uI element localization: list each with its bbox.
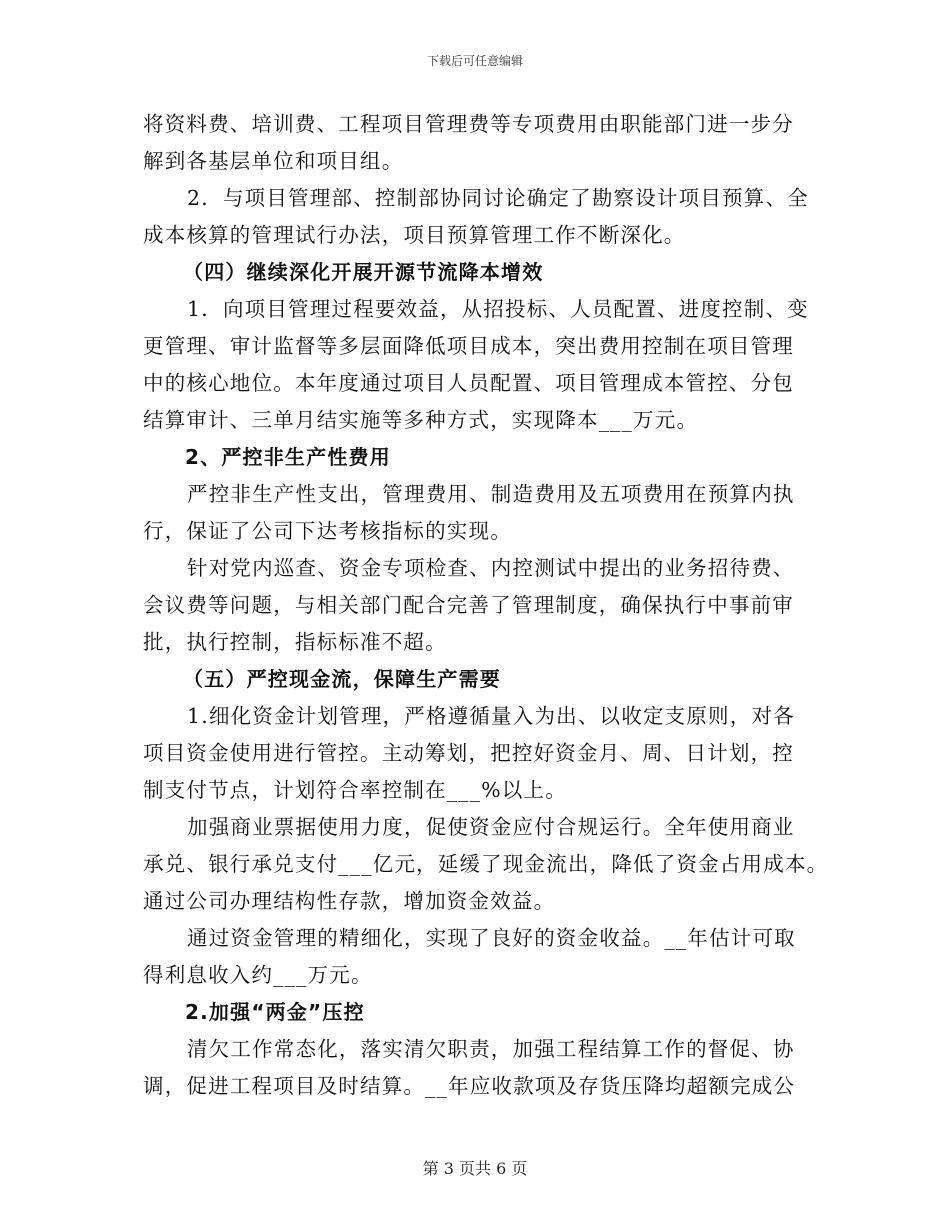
subsection-heading: 2.加强“两金”压控 [185,1000,365,1024]
paragraph-line: 1.细化资金计划管理，严格遵循量入为出、以收定支原则，对各 [187,704,795,728]
body-line: 更管理、审计监督等多层面降低项目成本，突出费用控制在项目管理 [143,334,794,358]
body-line: 制支付节点，计划符合率控制在___%以上。 [143,778,567,802]
section-heading: （四）继续深化开展开源节流降本增效 [183,260,544,284]
document-body [143,106,829,1105]
paragraph-line: 加强商业票据使用力度，促使资金应付合规运行。全年使用商业 [187,815,795,839]
body-line: 结算审计、三单月结实施等多种方式，实现降本___万元。 [143,408,699,432]
paragraph-line: 针对党内巡查、资金专项检查、内控测试中提出的业务招待费、 [187,556,795,580]
body-line: 项目资金使用进行管控。主动筹划，把控好资金月、周、日计划，控 [143,741,794,765]
paragraph-line: 通过资金管理的精细化，实现了良好的资金收益。__年估计可取 [187,926,796,950]
paragraph-line: 1．向项目管理过程要效益，从招投标、人员配置、进度控制、变 [187,297,809,321]
page-footer: 第 3 页共 6 页 [422,1159,528,1178]
body-line: 通过公司办理结构性存款，增加资金效益。 [143,889,556,913]
body-line: 批，执行控制，指标标准不超。 [143,630,447,654]
page-header: 下载后可任意编辑 [426,54,523,68]
subsection-heading: 2、严控非生产性费用 [185,445,391,469]
body-line: 承兑、银行承兑支付___亿元，延缓了现金流出，降低了资金占用成本。 [143,852,829,876]
body-line: 行，保证了公司下达考核指标的实现。 [143,519,512,543]
paragraph-line: 清欠工作常态化，落实清欠职责，加强工程结算工作的督促、协 [187,1037,795,1061]
body-line: 会议费等问题，与相关部门配合完善了管理制度，确保执行中事前审 [143,593,794,617]
body-line: 将资料费、培训费、工程项目管理费等专项费用由职能部门进一步分 [143,112,794,136]
body-line: 成本核算的管理试行办法，项目预算管理工作不断深化。 [143,223,686,247]
body-line: 得利息收入约___万元。 [143,963,373,987]
body-line: 解到各基层单位和项目组。 [143,149,404,173]
paragraph-line: 2．与项目管理部、控制部协同讨论确定了勘察设计项目预算、全 [187,186,809,210]
body-line: 中的核心地位。本年度通过项目人员配置、项目管理成本管控、分包 [143,371,794,395]
paragraph-line: 严控非生产性支出，管理费用、制造费用及五项费用在预算内执 [187,482,795,506]
body-line: 调，促进工程项目及时结算。__年应收款项及存货压降均超额完成公 [143,1074,796,1098]
section-heading: （五）严控现金流，保障生产需要 [183,667,501,691]
